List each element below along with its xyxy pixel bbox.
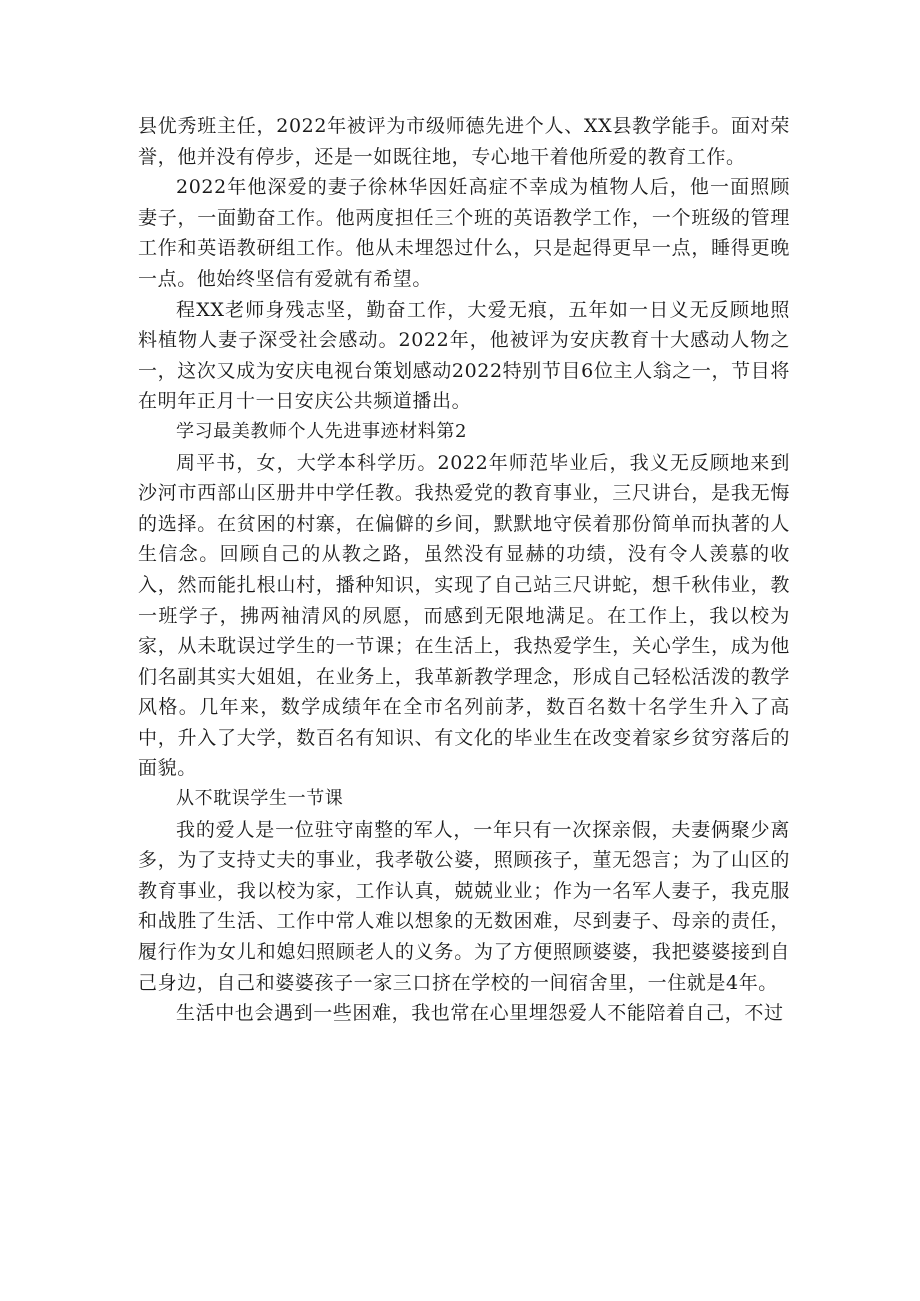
- document-page: [138, 111, 790, 1029]
- paragraph-wife-illness: 2022年他深爱的妻子徐林华因妊高症不幸成为植物人后，他一面照顾妻子，一面勤奋工作。他两度担任三个班的英语教学工作，一个班级的管理工作和英语教研组工作。他从未埋怨过什么，只是起得更早一点，睡得更晚一点。他始终坚信有爱就有希望。: [138, 176, 790, 290]
- paragraph-continued: 县优秀班主任，2022年被评为市级师德先进个人、XX县教学能手。面对荣誉，他并没有停步，还是一如既往地，专心地干着他所爱的教育工作。: [138, 115, 790, 168]
- paragraph-summary: 程XX老师身残志坚，勤奋工作，大爱无痕，五年如一日义无反顾地照料植物人妻子深受社会感动。2022年，他被评为安庆教育十大感动人物之一，这次又成为安庆电视台策划感动2022特别节目6位主人翁之一，节目将在明年正月十一日安庆公共频道播出。: [138, 298, 790, 413]
- section-heading-3: 从不耽误学生一节课: [176, 788, 344, 810]
- paragraph-military-spouse: 我的爱人是一位驻守南整的军人，一年只有一次探亲假，夫妻俩聚少离多，为了支持丈夫的事业，我孝敬公婆，照顾孩子，菫无怨言；为了山区的教育事业，我以校为家，工作认真，兢兢业业；作为一名军人妻子，我克服和战胜了生活、工作中常人难以想象的无数困难，尽到妻子、母亲的责任，履行作为女儿和媳妇照顾老人的义务。为了方便照顾婆婆，我把婆婆接到自己身边，自己和婆婆孩子一家三口挤在学校的一间宿舍里，一住就是4年。: [138, 818, 790, 994]
- paragraph-zhou-pingshu: 周平书，女，大学本科学历。2022年师范毕业后，我义无反顾地来到沙河市西部山区册井中学任教。我热爱党的教育事业，三尺讲台，是我无悔的选择。在贫困的村寨，在偏僻的乡间，默默地守侯着那份简单而执著的人生信念。回顾自己的从教之路，虽然没有显赫的功绩，没有令人羡慕的收入，然而能扎根山村，播种知识，实现了自己站三尺讲蛇，想千秋伟业，教一班学子，拂两袖清风的夙愿，而感到无限地满足。在工作上，我以校为家，从未耽误过学生的一节课；在生活上，我热爱学生，关心学生，成为他们名副其实大姐姐，在业务上，我革新教学理念，形成自己轻松活泼的教学风格。几年来，数学成绩年在全市名列前茅，数百名数十名学生升入了高中，升入了大学，数百名有知识、有文化的毕业生在改变着家乡贫穷落后的面貌。: [138, 451, 790, 780]
- section-heading-2: 学习最美教师个人先进事迹材料第2: [176, 420, 468, 442]
- paragraph-difficulties: 生活中也会遇到一些困难，我也常在心里埋怨爱人不能陪着自己，不过: [176, 1002, 784, 1025]
